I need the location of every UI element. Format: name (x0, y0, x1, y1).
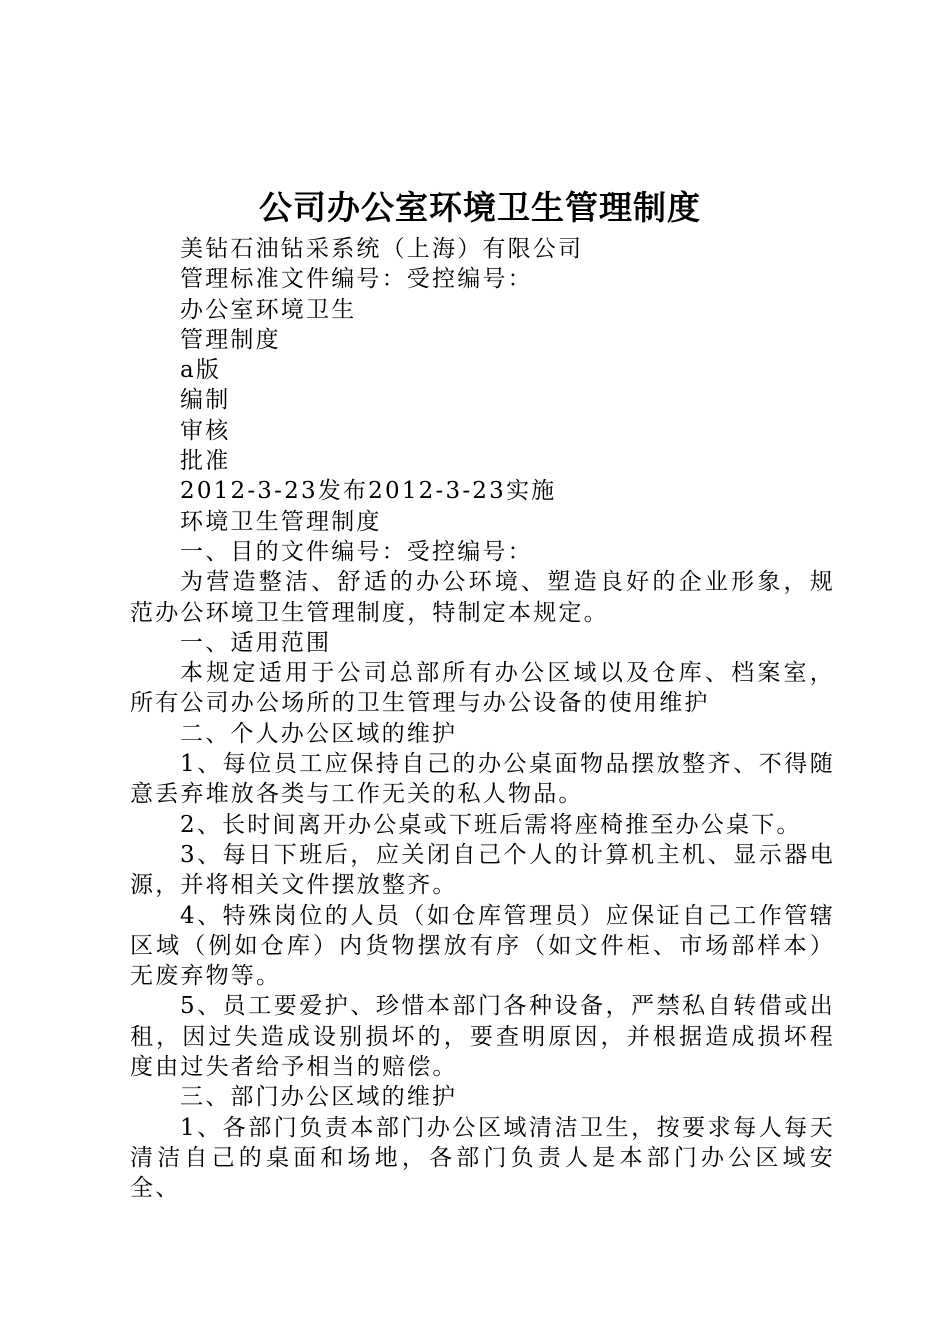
paragraph-dept-rule-1: 1、各部门负责本部门办公区域清洁卫生，按要求每人每天清洁自己的桌面和场地，各部门负责人是本部门办公区域安全、 (130, 1114, 835, 1202)
paragraph-reviewed: 审核 (180, 417, 231, 444)
paragraph-scope-text: 本规定适用于公司总部所有办公区域以及仓库、档案室，所有公司办公场所的卫生管理与办公设备的使用维护 (130, 660, 835, 717)
section-personal-area: 二、个人办公区域的维护 (180, 720, 458, 747)
paragraph-rule-4: 4、特殊岗位的人员（如仓库管理员）应保证自己工作管辖区域（例如仓库）内货物摆放有序（如文件柜、市场部样本）无废弃物等。 (130, 902, 835, 990)
paragraph-rule-5: 5、员工要爱护、珍惜本部门各种设备，严禁私自转借或出租，因过失造成设别损坏的，要查明原因，并根据造成损坏程度由过失者给予相当的赔偿。 (130, 993, 835, 1081)
paragraph-file-number: 管理标准文件编号：受控编号： (180, 266, 533, 293)
paragraph-approved: 批准 (180, 448, 231, 475)
paragraph-subject: 办公室环境卫生 (180, 296, 357, 323)
paragraph-heading: 环境卫生管理制度 (180, 508, 382, 535)
paragraph-company: 美钻石油钻采系统（上海）有限公司 (180, 236, 584, 262)
paragraph-version: a版 (180, 357, 222, 384)
document-title: 公司办公室环境卫生管理制度 (259, 188, 701, 227)
paragraph-dates: 2012-3-23发布2012-3-23实施 (180, 478, 557, 505)
section-purpose: 一、目的文件编号：受控编号： (180, 538, 533, 565)
paragraph-prepared: 编制 (180, 387, 231, 414)
paragraph-purpose-text: 为营造整洁、舒适的办公环境、塑造良好的企业形象，规范办公环境卫生管理制度，特制定本规定。 (130, 569, 835, 626)
paragraph-rule-2: 2、长时间离开办公桌或下班后需将座椅推至办公桌下。 (180, 811, 802, 838)
paragraph-rule-3: 3、每日下班后，应关闭自己个人的计算机主机、显示器电源，并将相关文件摆放整齐。 (130, 841, 835, 899)
paragraph-rule-1: 1、每位员工应保持自己的办公桌面物品摆放整齐、不得随意丢弃堆放各类与工作无关的私人物品。 (130, 751, 835, 808)
document-body (130, 234, 835, 1204)
section-scope: 一、适用范围 (180, 629, 332, 656)
paragraph-subject-2: 管理制度 (180, 326, 281, 353)
section-department-area: 三、部门办公区域的维护 (180, 1084, 458, 1111)
